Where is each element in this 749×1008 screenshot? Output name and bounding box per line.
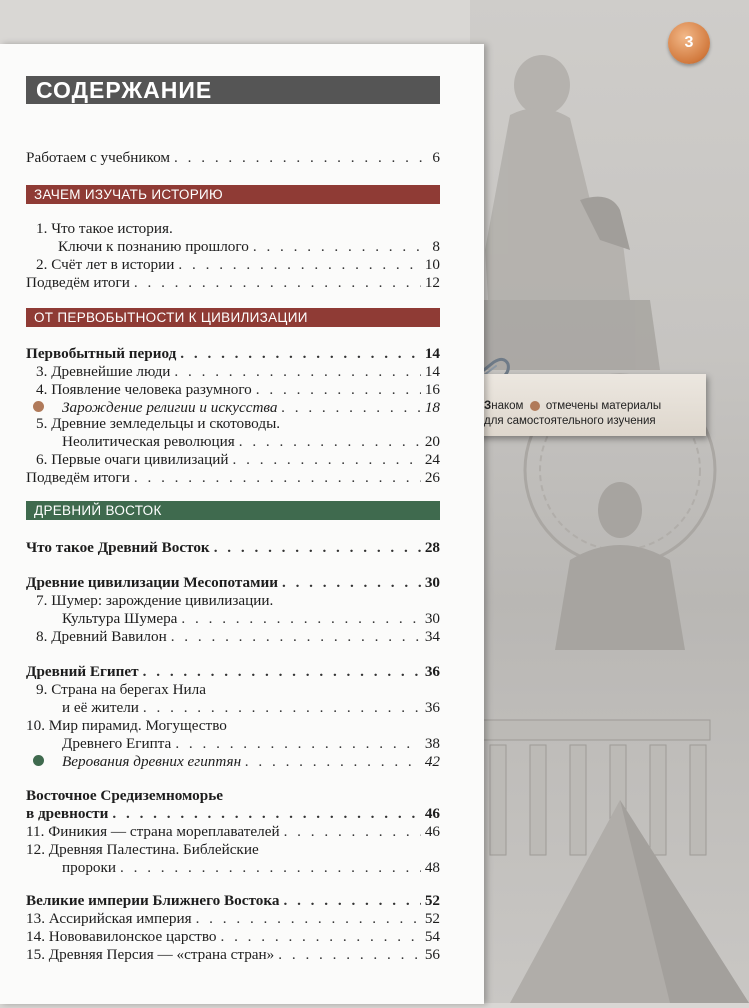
toc-row-label: Древнего Египта <box>62 735 172 752</box>
toc-row-page: 36 <box>424 699 440 716</box>
toc-row-label[interactable]: Восточное Средиземноморье <box>26 787 223 804</box>
toc-row-label: 3. Древнейшие люди <box>36 363 171 380</box>
section-title: ЗАЧЕМ ИЗУЧАТЬ ИСТОРИЮ <box>34 187 223 202</box>
leader-dots <box>178 255 420 275</box>
leader-dots <box>282 398 421 418</box>
toc-row-page: 54 <box>424 928 440 945</box>
page-number-badge <box>668 22 710 64</box>
toc-row-page: 48 <box>424 859 440 876</box>
toc-row-page: 56 <box>424 946 440 963</box>
toc-row[interactable] <box>62 609 440 629</box>
toc-row-page: 18 <box>424 399 440 416</box>
toc-row[interactable] <box>26 538 440 558</box>
toc-row-label[interactable]: 9. Страна на берегах Нила <box>36 681 206 698</box>
toc-row-label[interactable]: 1. Что такое история. <box>36 220 173 237</box>
toc-row-page: 14 <box>424 363 440 380</box>
toc-row-page: 34 <box>424 628 440 645</box>
toc-row-page: 26 <box>424 469 440 486</box>
toc-row-page: 30 <box>424 574 440 591</box>
note-text <box>484 399 694 429</box>
toc-row[interactable] <box>26 573 440 593</box>
toc-row-page: 28 <box>424 539 440 556</box>
leader-dots <box>181 609 420 629</box>
toc-row-label: Неолитическая революция <box>62 433 235 450</box>
contents-title-bar <box>26 76 440 104</box>
toc-row[interactable] <box>36 255 440 275</box>
toc-row-label: Верования древних египтян <box>62 753 242 770</box>
leader-dots <box>214 538 421 558</box>
toc-row-label: в древности <box>26 805 109 822</box>
toc-row[interactable] <box>26 662 440 682</box>
toc-row-label[interactable]: 7. Шумер: зарождение цивилизации. <box>36 592 274 609</box>
toc-row-page: 8 <box>432 238 440 255</box>
toc-row-label: Подведём итоги <box>26 274 130 291</box>
toc-row-label: и её жители <box>62 699 139 716</box>
toc-row[interactable] <box>26 804 440 824</box>
toc-row-label: Древние цивилизации Месопотамии <box>26 574 278 591</box>
toc-row-page: 24 <box>424 451 440 468</box>
toc-row-label: Древний Египет <box>26 663 139 680</box>
leader-dots <box>174 148 428 168</box>
self-study-note-card <box>458 374 706 436</box>
section-title: ОТ ПЕРВОБЫТНОСТИ К ЦИВИЛИЗАЦИИ <box>34 310 308 325</box>
note-text-part2: отмечены материалы <box>545 400 662 412</box>
toc-row[interactable] <box>26 909 440 929</box>
leader-dots <box>256 380 421 400</box>
toc-row-label: 15. Древняя Персия — «страна стран» <box>26 946 275 963</box>
toc-row-label: 13. Ассирийская империя <box>26 910 192 927</box>
toc-row[interactable] <box>36 362 440 382</box>
toc-row-page: 16 <box>424 381 440 398</box>
toc-row-label: 11. Финикия — страна мореплавателей <box>26 823 280 840</box>
orange-bullet-icon <box>530 401 540 411</box>
toc-row[interactable] <box>36 450 440 470</box>
toc-row-page: 30 <box>424 610 440 627</box>
antiquity-collage-image <box>470 0 749 1003</box>
toc-row[interactable] <box>36 380 440 400</box>
toc-row[interactable] <box>36 627 440 647</box>
toc-row-page: 52 <box>424 892 440 909</box>
leader-dots <box>134 468 421 488</box>
toc-row-page: 42 <box>424 753 440 770</box>
toc-row-label: Великие империи Ближнего Востока <box>26 892 280 909</box>
toc-row[interactable] <box>26 344 440 364</box>
toc-row-page: 46 <box>424 805 440 822</box>
contents-title: СОДЕРЖАНИЕ <box>36 76 213 103</box>
toc-row-label: Работаем с учебником <box>26 149 171 166</box>
leader-dots <box>143 698 421 718</box>
toc-row[interactable] <box>26 945 440 965</box>
toc-row-label[interactable]: 5. Древние земледельцы и скотоводы. <box>36 415 281 432</box>
page-number: 3 <box>684 34 694 51</box>
note-text-part3: для самостоятельного изучения <box>484 415 656 427</box>
toc-row-label: Что такое Древний Восток <box>26 539 210 556</box>
toc-row-page: 52 <box>424 910 440 927</box>
toc-row-label: Зарождение религии и искусства <box>62 399 278 416</box>
section-header <box>26 308 440 327</box>
toc-row[interactable] <box>62 432 440 452</box>
orange-bullet-icon <box>33 401 44 412</box>
toc-row[interactable] <box>26 891 440 911</box>
leader-dots <box>253 237 429 257</box>
toc-row[interactable] <box>26 148 440 168</box>
leader-dots <box>278 945 421 965</box>
toc-row-label: 14. Нововавилонское царство <box>26 928 217 945</box>
toc-row-page: 10 <box>424 256 440 273</box>
toc-row[interactable] <box>62 752 440 772</box>
leader-dots <box>282 573 421 593</box>
green-bullet-icon <box>33 755 44 766</box>
note-first-letter: З <box>484 400 492 412</box>
toc-row-label: Культура Шумера <box>62 610 178 627</box>
leader-dots <box>143 662 421 682</box>
toc-row-page: 38 <box>424 735 440 752</box>
leader-dots <box>245 752 421 772</box>
toc-row-label: 8. Древний Вавилон <box>36 628 167 645</box>
leader-dots <box>120 858 421 878</box>
decorative-backdrop <box>470 0 749 1003</box>
toc-row[interactable] <box>62 734 440 754</box>
toc-row[interactable] <box>26 468 440 488</box>
toc-row-label: 4. Появление человека разумного <box>36 381 252 398</box>
leader-dots <box>174 362 420 382</box>
toc-row[interactable] <box>26 927 440 947</box>
leader-dots <box>180 344 421 364</box>
note-text-part1: наком <box>491 400 524 412</box>
leader-dots <box>171 627 421 647</box>
leader-dots <box>196 909 421 929</box>
toc-row-label: 2. Счёт лет в истории <box>36 256 175 273</box>
toc-row-page: 6 <box>432 149 440 166</box>
toc-row[interactable] <box>26 822 440 842</box>
toc-row-label[interactable]: 10. Мир пирамид. Могущество <box>26 717 227 734</box>
toc-row-page: 46 <box>424 823 440 840</box>
toc-row-label: Ключи к познанию прошлого <box>58 238 249 255</box>
toc-row-page: 36 <box>424 663 440 680</box>
toc-row-page: 20 <box>424 433 440 450</box>
toc-row[interactable] <box>62 858 440 878</box>
toc-row[interactable] <box>26 273 440 293</box>
toc-row[interactable] <box>58 237 440 257</box>
leader-dots <box>134 273 421 293</box>
leader-dots <box>283 891 420 911</box>
toc-row-label[interactable]: 12. Древняя Палестина. Библейские <box>26 841 259 858</box>
leader-dots <box>175 734 421 754</box>
leader-dots <box>220 927 420 947</box>
toc-row-label: пророки <box>62 859 117 876</box>
toc-row-label: Первобытный период <box>26 345 177 362</box>
toc-row-label: 6. Первые очаги цивилизаций <box>36 451 229 468</box>
section-title: ДРЕВНИЙ ВОСТОК <box>34 503 162 518</box>
leader-dots <box>239 432 421 452</box>
toc-row-page: 14 <box>424 345 440 362</box>
leader-dots <box>284 822 421 842</box>
toc-row[interactable] <box>62 698 440 718</box>
leader-dots <box>233 450 421 470</box>
toc-row-page: 12 <box>424 274 440 291</box>
section-header <box>26 185 440 204</box>
section-header <box>26 501 440 520</box>
toc-row-label: Подведём итоги <box>26 469 130 486</box>
leader-dots <box>112 804 420 824</box>
